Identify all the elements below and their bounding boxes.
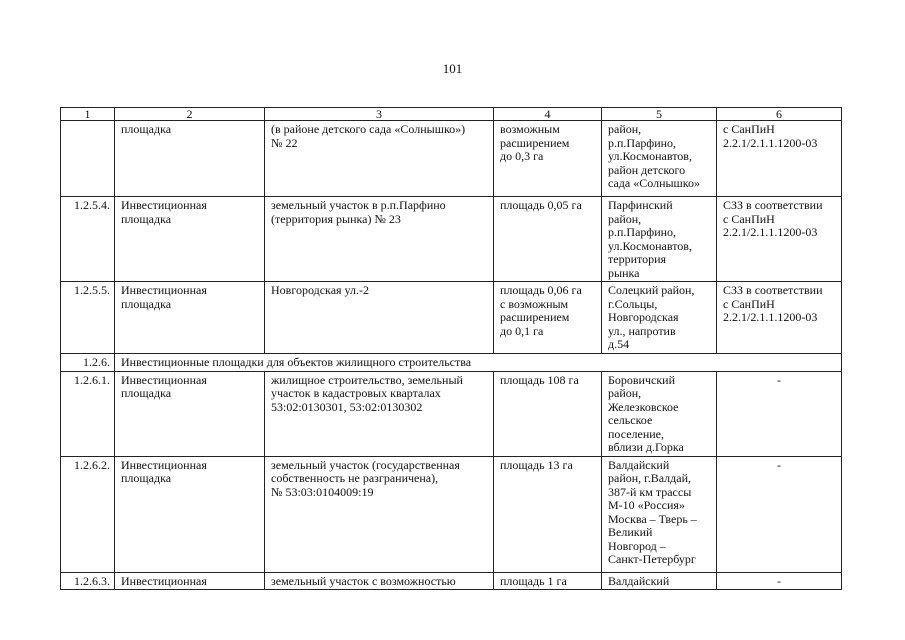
row-area: возможным расширением до 0,3 га bbox=[494, 121, 602, 197]
column-header: 6 bbox=[717, 108, 842, 121]
row-object: земельный участок с возможностью bbox=[265, 572, 494, 590]
row-number: 1.2.6.1. bbox=[61, 371, 115, 456]
section-title: Инвестиционные площадки для объектов жилищного строительства bbox=[115, 353, 842, 371]
row-location: район, р.п.Парфино, ул.Космонавтов, район детского сада «Солнышко» bbox=[602, 121, 717, 197]
row-area: площадь 1 га bbox=[494, 572, 602, 590]
row-restrictions: с СанПиН 2.2.1/2.1.1.1200-03 bbox=[717, 121, 842, 197]
row-area: площадь 108 га bbox=[494, 371, 602, 456]
row-type: площадка bbox=[115, 121, 265, 197]
investment-sites-table bbox=[60, 107, 842, 590]
table-row bbox=[61, 371, 842, 456]
section-number: 1.2.6. bbox=[61, 353, 115, 371]
row-number bbox=[61, 121, 115, 197]
row-location: Валдайский район, г.Валдай, 387-й км трассы М-10 «Россия» Москва – Тверь – Великий Новгород – Санкт-Петербург bbox=[602, 456, 717, 572]
column-header: 4 bbox=[494, 108, 602, 121]
row-restrictions: СЗЗ в соответствии с СанПиН 2.2.1/2.1.1.1200-03 bbox=[717, 282, 842, 354]
row-area: площадь 0,06 га с возможным расширением до 0,1 га bbox=[494, 282, 602, 354]
row-location: Валдайский bbox=[602, 572, 717, 590]
row-object: Новгородская ул.-2 bbox=[265, 282, 494, 354]
column-header: 5 bbox=[602, 108, 717, 121]
row-location: Парфинский район, р.п.Парфино, ул.Космонавтов, территория рынка bbox=[602, 197, 717, 282]
row-type: Инвестиционная площадка bbox=[115, 456, 265, 572]
section-row bbox=[61, 353, 842, 371]
row-area: площадь 0,05 га bbox=[494, 197, 602, 282]
row-restrictions: СЗЗ в соответствии с СанПиН 2.2.1/2.1.1.1200-03 bbox=[717, 197, 842, 282]
column-number-row bbox=[61, 108, 842, 121]
row-location: Солецкий район, г.Сольцы, Новгородская ул., напротив д.54 bbox=[602, 282, 717, 354]
row-number: 1.2.5.5. bbox=[61, 282, 115, 354]
row-object: земельный участок в р.п.Парфино (территория рынка) № 23 bbox=[265, 197, 494, 282]
row-type: Инвестиционная площадка bbox=[115, 371, 265, 456]
table-row bbox=[61, 456, 842, 572]
row-object: жилищное строительство, земельный участок в кадастровых кварталах 53:02:0130301, 53:02:0130302 bbox=[265, 371, 494, 456]
row-number: 1.2.6.2. bbox=[61, 456, 115, 572]
row-object: земельный участок (государственная собственность не разграничена), № 53:03:0104009:19 bbox=[265, 456, 494, 572]
row-restrictions: - bbox=[717, 456, 842, 572]
table-row bbox=[61, 282, 842, 354]
row-type: Инвестиционная площадка bbox=[115, 282, 265, 354]
row-restrictions: - bbox=[717, 572, 842, 590]
row-type: Инвестиционная площадка bbox=[115, 197, 265, 282]
row-area: площадь 13 га bbox=[494, 456, 602, 572]
row-restrictions: - bbox=[717, 371, 842, 456]
table-row bbox=[61, 197, 842, 282]
row-location: Боровичский район, Железковское сельское поселение, вблизи д.Горка bbox=[602, 371, 717, 456]
table-row bbox=[61, 121, 842, 197]
page-number: 101 bbox=[442, 61, 463, 76]
table-row bbox=[61, 572, 842, 590]
row-type: Инвестиционная bbox=[115, 572, 265, 590]
row-number: 1.2.6.3. bbox=[61, 572, 115, 590]
row-object: (в районе детского сада «Солнышко») № 22 bbox=[265, 121, 494, 197]
column-header: 3 bbox=[265, 108, 494, 121]
column-header: 2 bbox=[115, 108, 265, 121]
column-header: 1 bbox=[61, 108, 115, 121]
row-number: 1.2.5.4. bbox=[61, 197, 115, 282]
